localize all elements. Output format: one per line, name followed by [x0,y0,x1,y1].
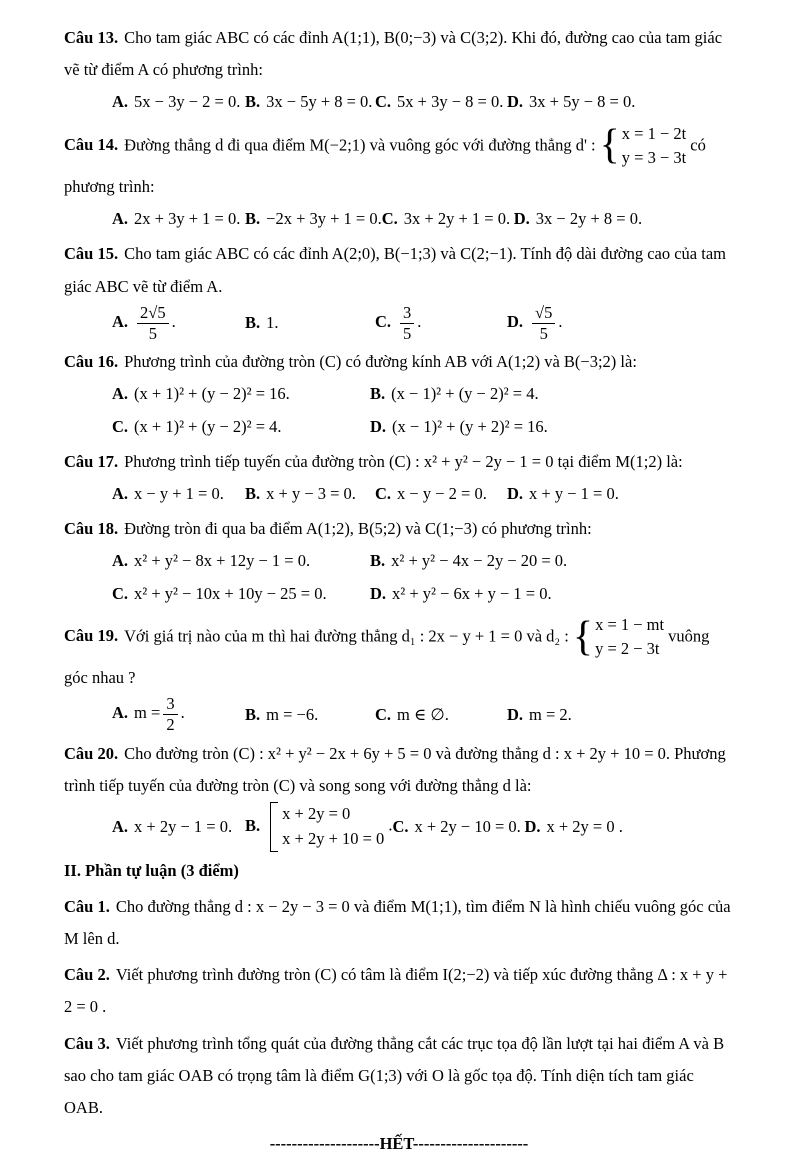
question-19-text-1: Với giá trị nào của m thì hai đường thẳng d₁ : 2x − y + 1 = 0 và d₂ : [124,626,569,646]
option-15b [245,307,375,339]
question-17-options [64,478,734,510]
question-14-text-2: có phương trình: [64,135,706,197]
option-13a-text: 5x − 3y − 2 = 0. [134,92,241,112]
option-15c [375,303,507,344]
option-14d [514,203,734,235]
question-18-text: Đường tròn đi qua ba điểm A(1;2), B(5;2) và C(1;−3) có phương trình: [124,519,592,539]
option-16a [112,378,370,410]
equation-system [270,802,384,852]
option-18c-label: C. [112,583,129,603]
option-19a-pre: m = [134,703,161,723]
question-20-stem [64,738,734,802]
equation-system [573,613,664,663]
option-16c-label: C. [112,416,129,436]
option-14b [245,203,382,235]
option-19c [375,699,507,731]
fraction-numerator: 2√5 [137,303,169,324]
option-17c-label: C. [375,483,392,503]
option-17d [507,478,734,510]
option-20d [524,811,734,843]
question-19 [64,613,734,735]
fraction-numerator: 3 [163,694,177,715]
option-18b [370,545,734,577]
question-13-text: Cho tam giác ABC có các đỉnh A(1;1), B(0;−3) và C(3;2). Khi đó, đường cao của tam giác vẽ từ điểm A có phương trình: [64,28,723,80]
option-18b-text: x² + y² − 4x − 2y − 20 = 0. [391,551,568,571]
option-18a [112,545,370,577]
system-line-2: y = 3 − 3t [621,148,687,168]
question-14-options [64,203,734,235]
fraction-denominator: 5 [539,323,548,343]
system-lines [622,122,686,172]
option-20c-label: C. [392,816,409,836]
essay-question-3-text: Viết phương trình tổng quát của đường thẳng cắt các trục tọa độ lần lượt tại hai điểm A và B sao cho tam giác OAB có trọng tâm là điểm G(1;3) với O là gốc tọa độ. Tính diện tích tam giác OAB. [64,1033,725,1117]
question-20-options [64,802,734,852]
option-14a-text: 2x + 3y + 1 = 0. [134,209,241,229]
curly-brace: { [572,613,594,660]
fraction-denominator: 5 [148,323,157,343]
option-18a-text: x² + y² − 8x + 12y − 1 = 0. [134,551,311,571]
question-17-stem [64,446,734,478]
option-15a-tail: . [171,311,176,331]
question-18 [64,513,734,610]
fraction-denominator: 2 [166,715,175,735]
option-20a [112,811,245,843]
option-14d-text: 3x − 2y + 8 = 0. [535,209,643,229]
question-16-label: Câu 16. [64,352,119,372]
option-19b [245,699,375,731]
option-13c [375,86,507,118]
question-18-options-row2 [64,578,734,610]
option-15b-text: 1. [266,312,279,332]
option-13b-label: B. [245,92,261,112]
option-16c-text: (x + 1)² + (y − 2)² = 4. [134,416,282,436]
question-19-text-2: vuông góc nhau ? [64,626,710,688]
essay-question-1-label: Câu 1. [64,896,110,916]
question-15-label: Câu 15. [64,244,119,264]
option-20c [392,811,524,843]
question-13-options [64,86,734,118]
option-18b-label: B. [370,551,386,571]
option-19d-label: D. [507,704,524,724]
option-19c-label: C. [375,704,392,724]
system-line-2: x + 2y + 10 = 0 [282,829,385,849]
option-13d-label: D. [507,92,524,112]
question-16-text: Phương trình của đường tròn (C) có đường kính AB với A(1;2) và B(−3;2) là: [124,352,637,372]
system-line-1: x + 2y = 0 [282,804,351,824]
fraction-numerator: √5 [532,303,555,324]
system-lines [282,802,384,852]
question-15-text: Cho tam giác ABC có các đỉnh A(2;0), B(−1;3) và C(2;−1). Tính độ dài đường cao của tam giác ABC vẽ từ điểm A. [64,244,726,296]
option-18d-text: x² + y² − 6x + y − 1 = 0. [392,583,552,603]
option-19d [507,699,734,731]
curly-brace: { [599,122,620,169]
option-15d-tail: . [558,311,563,331]
option-17b [245,478,375,510]
option-15d [507,303,734,344]
fraction [163,694,177,735]
option-17a-text: x − y + 1 = 0. [134,483,224,503]
fraction-numerator: 3 [400,303,414,324]
question-15-options [64,303,734,344]
option-18c [112,578,370,610]
question-16 [64,346,734,443]
option-18d [370,578,734,610]
option-13a [112,86,245,118]
option-14d-label: D. [513,209,530,229]
system-line-2: y = 2 − 3t [595,639,660,659]
option-17d-text: x + y − 1 = 0. [529,483,619,503]
question-17 [64,446,734,510]
question-13-stem [64,22,734,86]
question-18-options-row1 [64,545,734,577]
essay-section [64,855,734,1124]
option-20b-label: B. [245,815,261,835]
option-15d-label: D. [507,311,524,331]
question-14-stem [64,122,734,204]
option-15b-label: B. [245,312,261,332]
option-20b-tail: . [388,815,393,835]
essay-question-3-label: Câu 3. [64,1033,110,1053]
question-13-label: Câu 13. [64,28,119,47]
essay-question-2-text: Viết phương trình đường tròn (C) có tâm là điểm I(2;−2) và tiếp xúc đường thẳng Δ : x + y + 2 = 0 . [64,965,728,1017]
option-13c-label: C. [375,92,392,112]
option-16b [370,378,734,410]
option-13b [245,86,375,118]
option-13d [507,86,734,118]
option-17c [375,478,507,510]
option-16d [370,411,734,443]
system-lines [595,613,664,663]
option-15c-label: C. [375,311,392,331]
option-13d-text: 3x + 5y − 8 = 0. [529,92,636,112]
question-19-options [64,694,734,735]
question-17-label: Câu 17. [64,451,119,471]
option-18c-text: x² + y² − 10x + 10y − 25 = 0. [134,583,327,603]
system-line-1: x = 1 − 2t [621,123,687,143]
option-13a-label: A. [112,92,129,112]
option-19a-tail: . [180,703,185,723]
essay-question-3 [64,1028,734,1125]
fraction-denominator: 5 [403,323,412,343]
option-14c-label: C. [381,209,398,229]
option-16b-label: B. [370,384,386,404]
question-14-label: Câu 14. [64,135,119,155]
option-17d-label: D. [507,483,524,503]
essay-question-2-label: Câu 2. [64,965,110,985]
option-13b-text: 3x − 5y + 8 = 0. [266,92,373,112]
question-13 [64,22,734,119]
option-19a-label: A. [112,703,129,723]
question-19-stem [64,613,734,695]
question-15-stem [64,238,734,302]
option-15a-label: A. [112,311,129,331]
option-20a-label: A. [112,816,129,836]
option-17c-text: x − y − 2 = 0. [397,483,487,503]
option-15a [112,303,245,344]
question-20 [64,738,734,852]
option-19c-text: m ∈ ∅. [397,704,449,724]
equation-system [600,122,687,172]
question-20-label: Câu 20. [64,743,119,763]
question-16-stem [64,346,734,378]
essay-section-header: II. Phần tự luận (3 điểm) [64,860,239,880]
option-17a-label: A. [112,483,129,503]
option-19a [112,694,245,735]
option-14a-label: A. [112,209,129,229]
option-19b-text: m = −6. [266,704,319,724]
option-16d-label: D. [370,416,387,436]
option-14c [382,203,514,235]
essay-question-1-text: Cho đường thẳng d : x − 2y − 3 = 0 và điểm M(1;1), tìm điểm N là hình chiếu vuông góc của M lên d. [64,896,731,949]
option-14a [112,203,245,235]
option-14b-text: −2x + 3y + 1 = 0. [266,209,382,229]
option-17b-label: B. [245,483,261,503]
question-14 [64,122,734,236]
option-19d-text: m = 2. [529,704,572,724]
option-16a-text: (x + 1)² + (y − 2)² = 16. [134,384,290,404]
question-14-text-1: Đường thẳng d đi qua điểm M(−2;1) và vuông góc với đường thẳng d' : [124,135,596,155]
option-15c-tail: . [417,311,422,331]
fraction [137,303,169,344]
option-18a-label: A. [112,551,129,571]
question-17-text: Phương trình tiếp tuyến của đường tròn (C) : x² + y² − 2y − 1 = 0 tại điểm M(1;2) là: [124,451,683,471]
end-of-exam-marker: --------------------HẾT--------------------- [269,1134,529,1154]
question-18-stem [64,513,734,545]
essay-question-1 [64,891,734,955]
option-17a [112,478,245,510]
fraction [400,303,414,344]
option-20b [245,802,392,852]
option-20a-text: x + 2y − 1 = 0. [134,816,233,836]
option-14b-label: B. [245,209,261,229]
question-15 [64,238,734,343]
option-16a-label: A. [112,384,129,404]
question-20-text: Cho đường tròn (C) : x² + y² − 2x + 6y + 5 = 0 và đường thẳng d : x + 2y + 10 = 0. Phương trình tiếp tuyến của đường tròn (C) và song song với đường thẳng d là: [64,743,726,796]
question-16-options-row2 [64,411,734,443]
fraction [532,303,555,344]
system-line-1: x = 1 − mt [595,614,665,634]
option-20d-label: D. [524,816,541,836]
option-13c-text: 5x + 3y − 8 = 0. [397,92,504,112]
essay-question-2 [64,959,734,1023]
question-18-label: Câu 18. [64,519,119,539]
question-16-options-row1 [64,378,734,410]
option-19b-label: B. [245,704,261,724]
option-18d-label: D. [370,583,387,603]
option-20c-text: x + 2y − 10 = 0. [414,816,521,836]
question-19-label: Câu 19. [64,626,119,646]
option-20d-text: x + 2y = 0 . [546,816,623,836]
option-16c [112,411,370,443]
option-14c-text: 3x + 2y + 1 = 0. [403,209,511,229]
square-bracket [270,802,278,852]
option-17b-text: x + y − 3 = 0. [266,483,356,503]
option-16d-text: (x − 1)² + (y + 2)² = 16. [392,416,548,436]
option-16b-text: (x − 1)² + (y − 2)² = 4. [391,384,539,404]
